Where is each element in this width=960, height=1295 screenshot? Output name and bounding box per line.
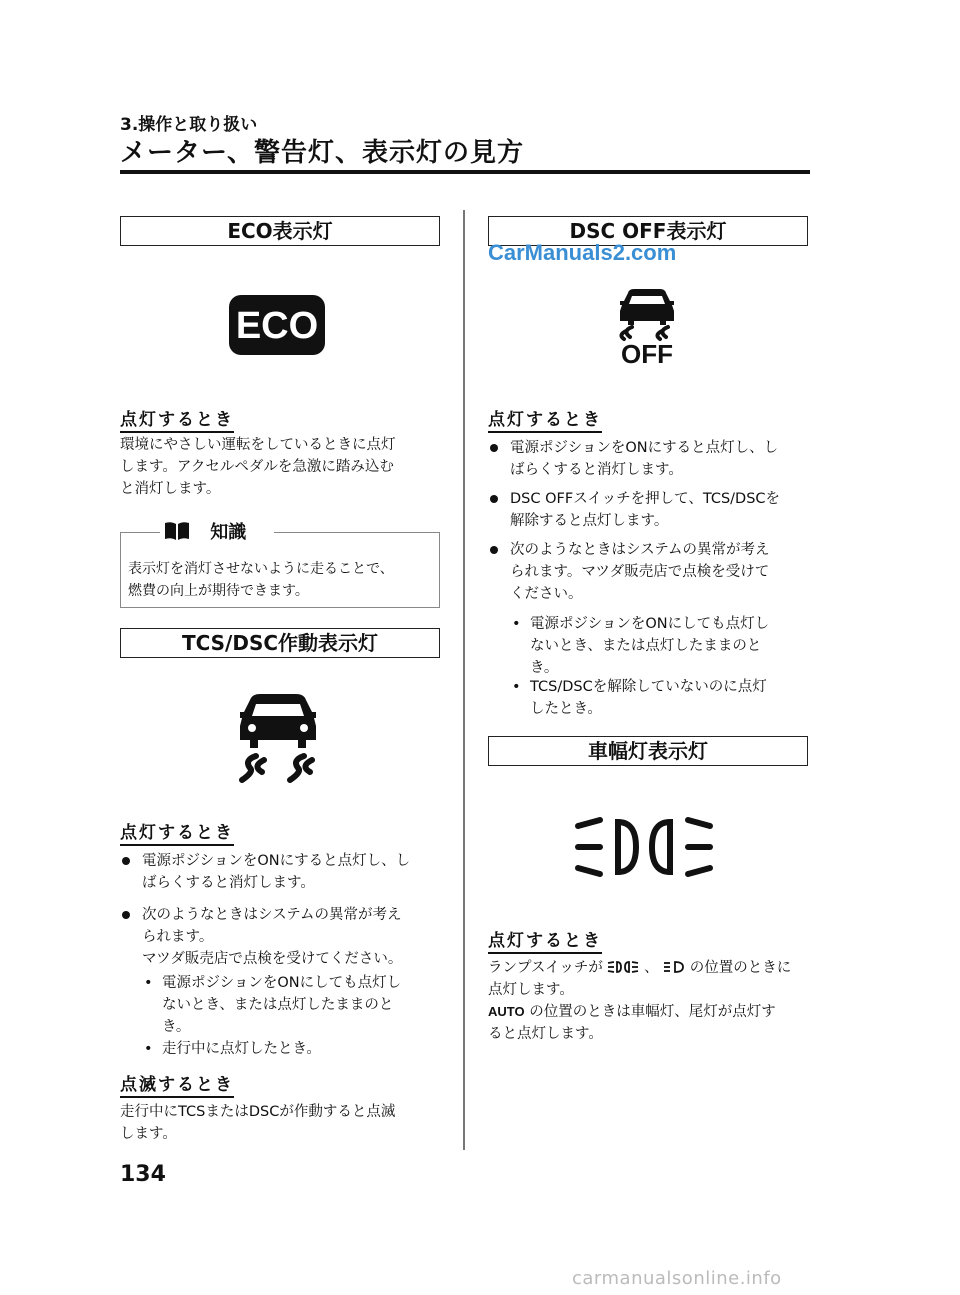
bullet-dot	[490, 495, 498, 503]
chapter-label: 3.操作と取り扱い	[120, 115, 258, 135]
eco-when-lit-heading: 点灯するとき	[120, 405, 234, 433]
sub-bullet: •	[512, 616, 521, 632]
bullet-line: 解除すると点灯します。	[510, 513, 669, 529]
width-desc-line	[488, 957, 818, 979]
sub-line: 電源ポジションをONにしても点灯し	[162, 975, 402, 991]
title-divider	[120, 170, 810, 174]
column-divider	[463, 210, 465, 1150]
bullet-line: 次のようなときはシステムの異常が考え	[510, 542, 770, 558]
page-number: 134	[120, 1162, 166, 1187]
tcs-bullet-item	[120, 850, 460, 894]
width-lamp-when-lit-heading: 点灯するとき	[488, 926, 602, 954]
sub-line: き。	[530, 660, 559, 676]
traction-control-icon	[232, 690, 324, 790]
eco-desc-line: します。アクセルペダルを急激に踏み込む	[120, 459, 394, 475]
bullet-line: ばらくすると消灯します。	[510, 462, 683, 478]
width-desc-line	[488, 1001, 818, 1023]
blink-line: 走行中にTCSまたはDSCが作動すると点滅	[120, 1104, 396, 1120]
bullet-line: 次のようなときはシステムの異常が考え	[142, 907, 402, 923]
sub-line: 電源ポジションをONにしても点灯し	[530, 616, 770, 632]
tcs-blink-heading: 点滅するとき	[120, 1070, 234, 1098]
bullet-line: マツダ販売店で点検を受けてください。	[142, 951, 403, 967]
knowledge-label-text: 知識	[210, 522, 247, 543]
dscoff-section-heading: DSC OFF表示灯	[488, 216, 808, 246]
bullet-line: ばらくすると消灯します。	[142, 875, 315, 891]
bullet-dot	[490, 546, 498, 554]
footer-watermark: carmanualsonline.info	[572, 1268, 782, 1289]
dscoff-when-lit-heading: 点灯するとき	[488, 405, 602, 433]
note-line: 表示灯を消灯させないように走ることで、	[128, 561, 394, 577]
eco-icon-text: ECO	[235, 305, 319, 347]
sub-line: 走行中に点灯したとき。	[162, 1041, 321, 1057]
bullet-dot	[122, 911, 130, 919]
bullet-line: られます。マツダ販売店で点検を受けて	[510, 564, 770, 580]
bullet-dot	[490, 444, 498, 452]
tcs-section-heading: TCS/DSC作動表示灯	[120, 628, 440, 658]
blink-line: します。	[120, 1126, 177, 1142]
width-desc-text: ランプスイッチが	[488, 960, 603, 976]
page-title: メーター、警告灯、表示灯の見方	[120, 138, 524, 168]
eco-desc-line: と消灯します。	[120, 481, 221, 497]
auto-switch-label: AUTO	[488, 1004, 525, 1019]
position-lamp-small-icon	[607, 960, 639, 974]
knowledge-note-text	[128, 558, 433, 602]
tcs-when-lit-heading: 点灯するとき	[120, 818, 234, 846]
dscoff-bullet-item	[488, 539, 832, 605]
eco-desc-line: 環境にやさしい運転をしているときに点灯	[120, 437, 396, 453]
dscoff-bullet-item	[488, 437, 832, 481]
book-icon	[164, 521, 190, 541]
dsc-off-indicator-icon	[602, 287, 692, 367]
note-line: 燃費の向上が期待できます。	[128, 583, 309, 599]
knowledge-note-label	[160, 518, 274, 544]
width-desc-sep: 、	[644, 960, 659, 976]
sub-line: ないとき、または点灯したままのと	[530, 638, 762, 654]
width-lamp-description	[488, 957, 818, 1045]
width-desc-text: の位置のときは車幅灯、尾灯が点灯す	[529, 1004, 776, 1020]
bullet-dot	[122, 857, 130, 865]
bullet-line: 電源ポジションをONにすると点灯し、し	[142, 853, 411, 869]
off-icon-text: OFF	[621, 339, 673, 367]
headlamp-small-icon	[663, 960, 685, 974]
sub-bullet: •	[144, 975, 153, 991]
bullet-line: ください。	[510, 586, 583, 602]
width-lamp-section-heading: 車幅灯表示灯	[488, 736, 808, 766]
dscoff-sub-item	[508, 676, 832, 720]
bullet-line: られます。	[142, 929, 214, 945]
bullet-line: 電源ポジションをONにすると点灯し、し	[510, 440, 779, 456]
tcs-blink-text	[120, 1101, 450, 1145]
eco-indicator-icon	[229, 295, 325, 355]
watermark-text: CarManuals2.com	[488, 240, 677, 265]
tcs-sub-item	[140, 1038, 462, 1060]
eco-description	[120, 434, 450, 500]
dscoff-sub-item	[508, 613, 832, 679]
width-desc-line: ると点灯します。	[488, 1026, 603, 1042]
sub-bullet: •	[512, 679, 521, 695]
tcs-sub-item	[140, 972, 462, 1038]
sub-bullet: •	[144, 1041, 153, 1057]
sub-line: TCS/DSCを解除していないのに点灯	[530, 679, 767, 695]
width-desc-line: 点灯します。	[488, 982, 574, 998]
width-desc-text: の位置のときに	[689, 960, 792, 976]
sub-line: したとき。	[530, 701, 602, 717]
eco-section-heading: ECO表示灯	[120, 216, 440, 246]
sub-line: ないとき、または点灯したままのと	[162, 997, 394, 1013]
tcs-bullet-item	[120, 904, 460, 970]
position-lamp-icon	[572, 812, 716, 882]
sub-line: き。	[162, 1019, 191, 1035]
dscoff-bullet-item	[488, 488, 832, 532]
bullet-line: DSC OFFスイッチを押して、TCS/DSCを	[510, 491, 781, 507]
